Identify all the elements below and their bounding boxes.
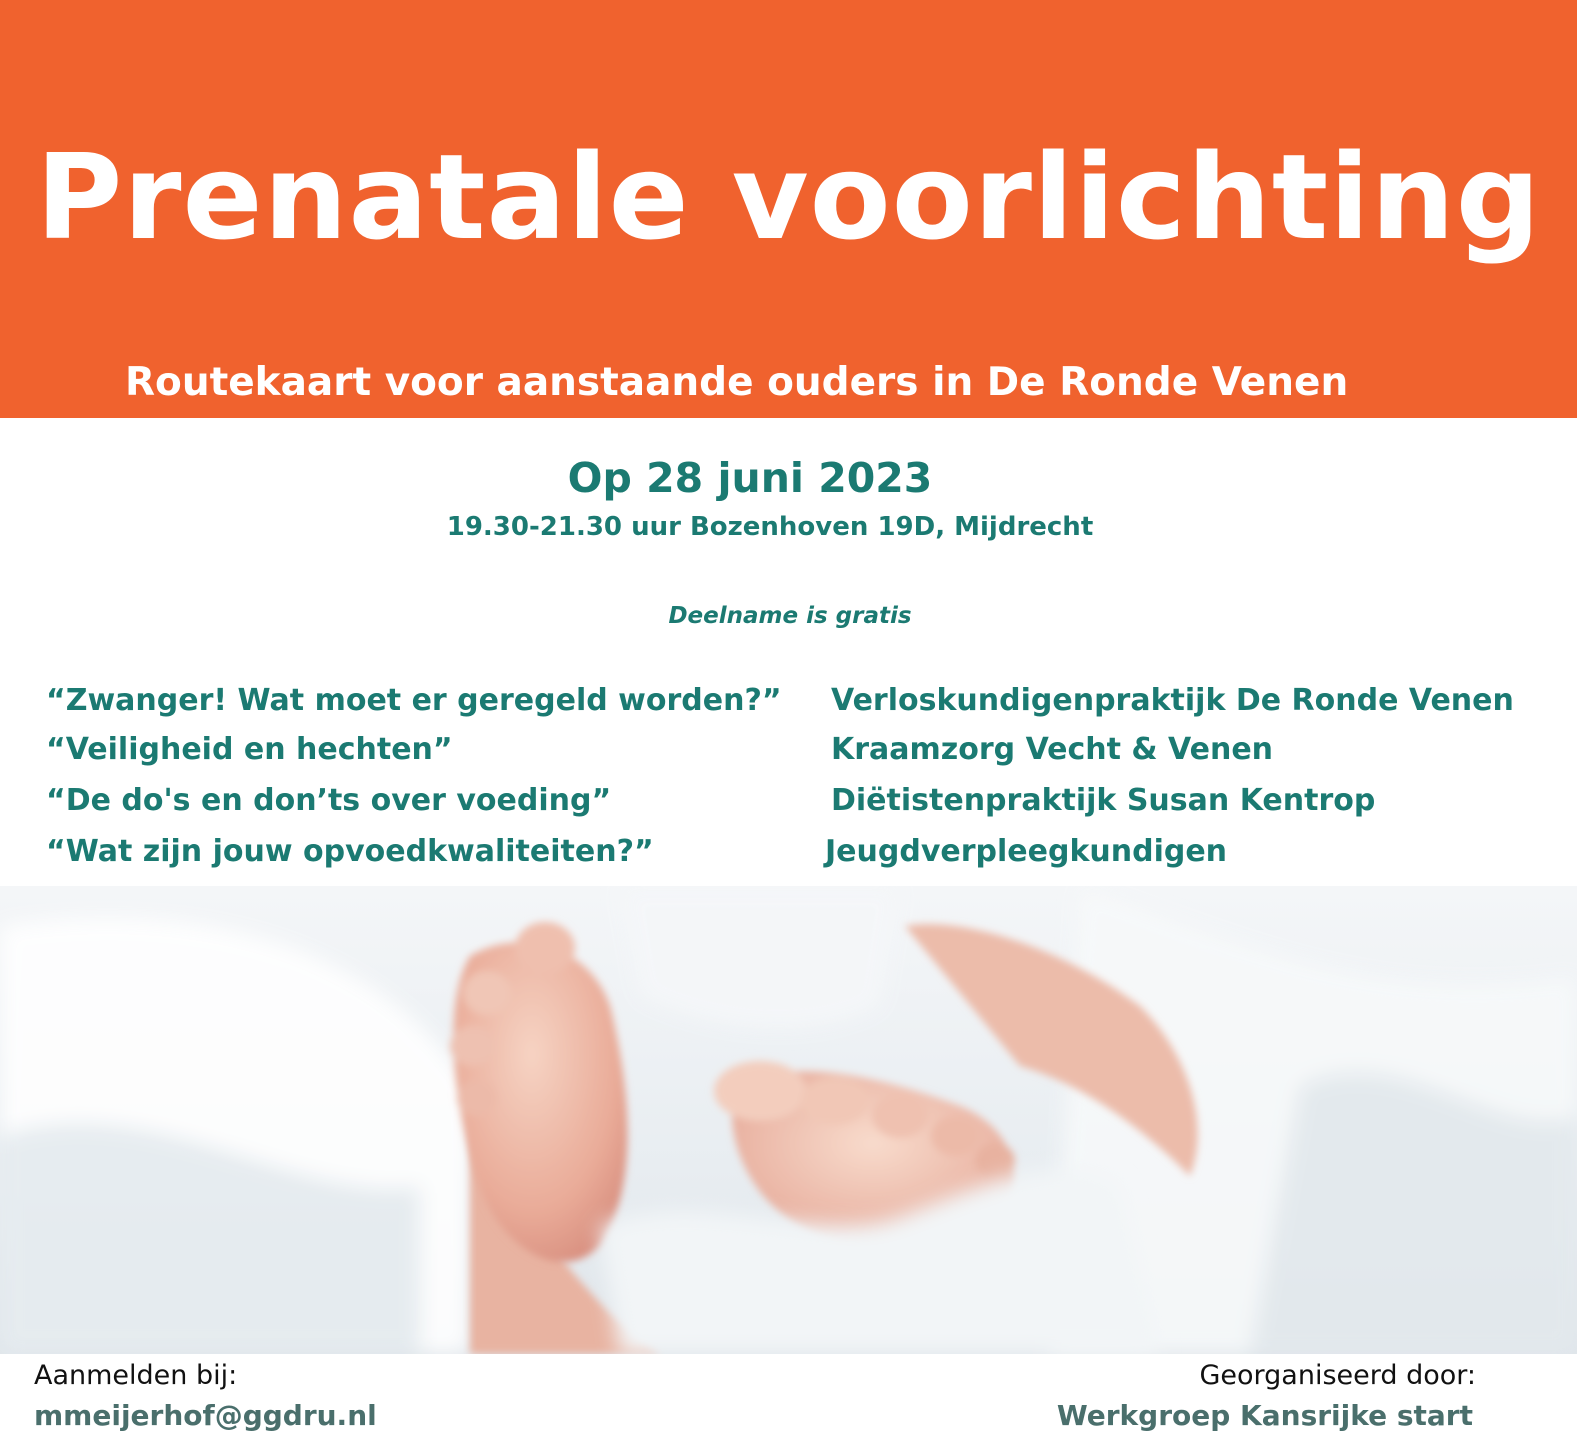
baby-feet-photo <box>0 886 1577 1354</box>
program-topic-3: “De do's en don’ts over voeding” <box>46 783 612 818</box>
organizer-label: Georganiseerd door: <box>1199 1360 1476 1391</box>
program-presenter-3: Diëtistenpraktijk Susan Kentrop <box>831 783 1376 818</box>
register-email-link[interactable]: mmeijerhof@ggdru.nl <box>34 1399 377 1432</box>
program-topic-1: “Zwanger! Wat moet er geregeld worden?” <box>46 683 782 718</box>
price-note: Deelname is gratis <box>668 603 912 629</box>
program-presenter-4: Jeugdverpleegkundigen <box>825 834 1228 869</box>
page-subtitle: Routekaart voor aanstaande ouders in De Ronde Venen <box>125 360 1349 405</box>
event-time-location: 19.30-21.30 uur Bozenhoven 19D, Mijdrecht <box>446 512 1094 542</box>
program-presenter-1: Verloskundigenpraktijk De Ronde Venen <box>831 683 1514 718</box>
event-date: Op 28 juni 2023 <box>567 454 933 502</box>
organizer-name: Werkgroep Kansrijke start <box>1056 1399 1473 1432</box>
page-title: Prenatale voorlichting <box>35 128 1542 266</box>
register-label: Aanmelden bij: <box>34 1360 238 1391</box>
program-presenter-2: Kraamzorg Vecht & Venen <box>831 732 1274 767</box>
program-topic-2: “Veiligheid en hechten” <box>46 732 453 767</box>
program-topic-4: “Wat zijn jouw opvoedkwaliteiten?” <box>46 834 654 869</box>
